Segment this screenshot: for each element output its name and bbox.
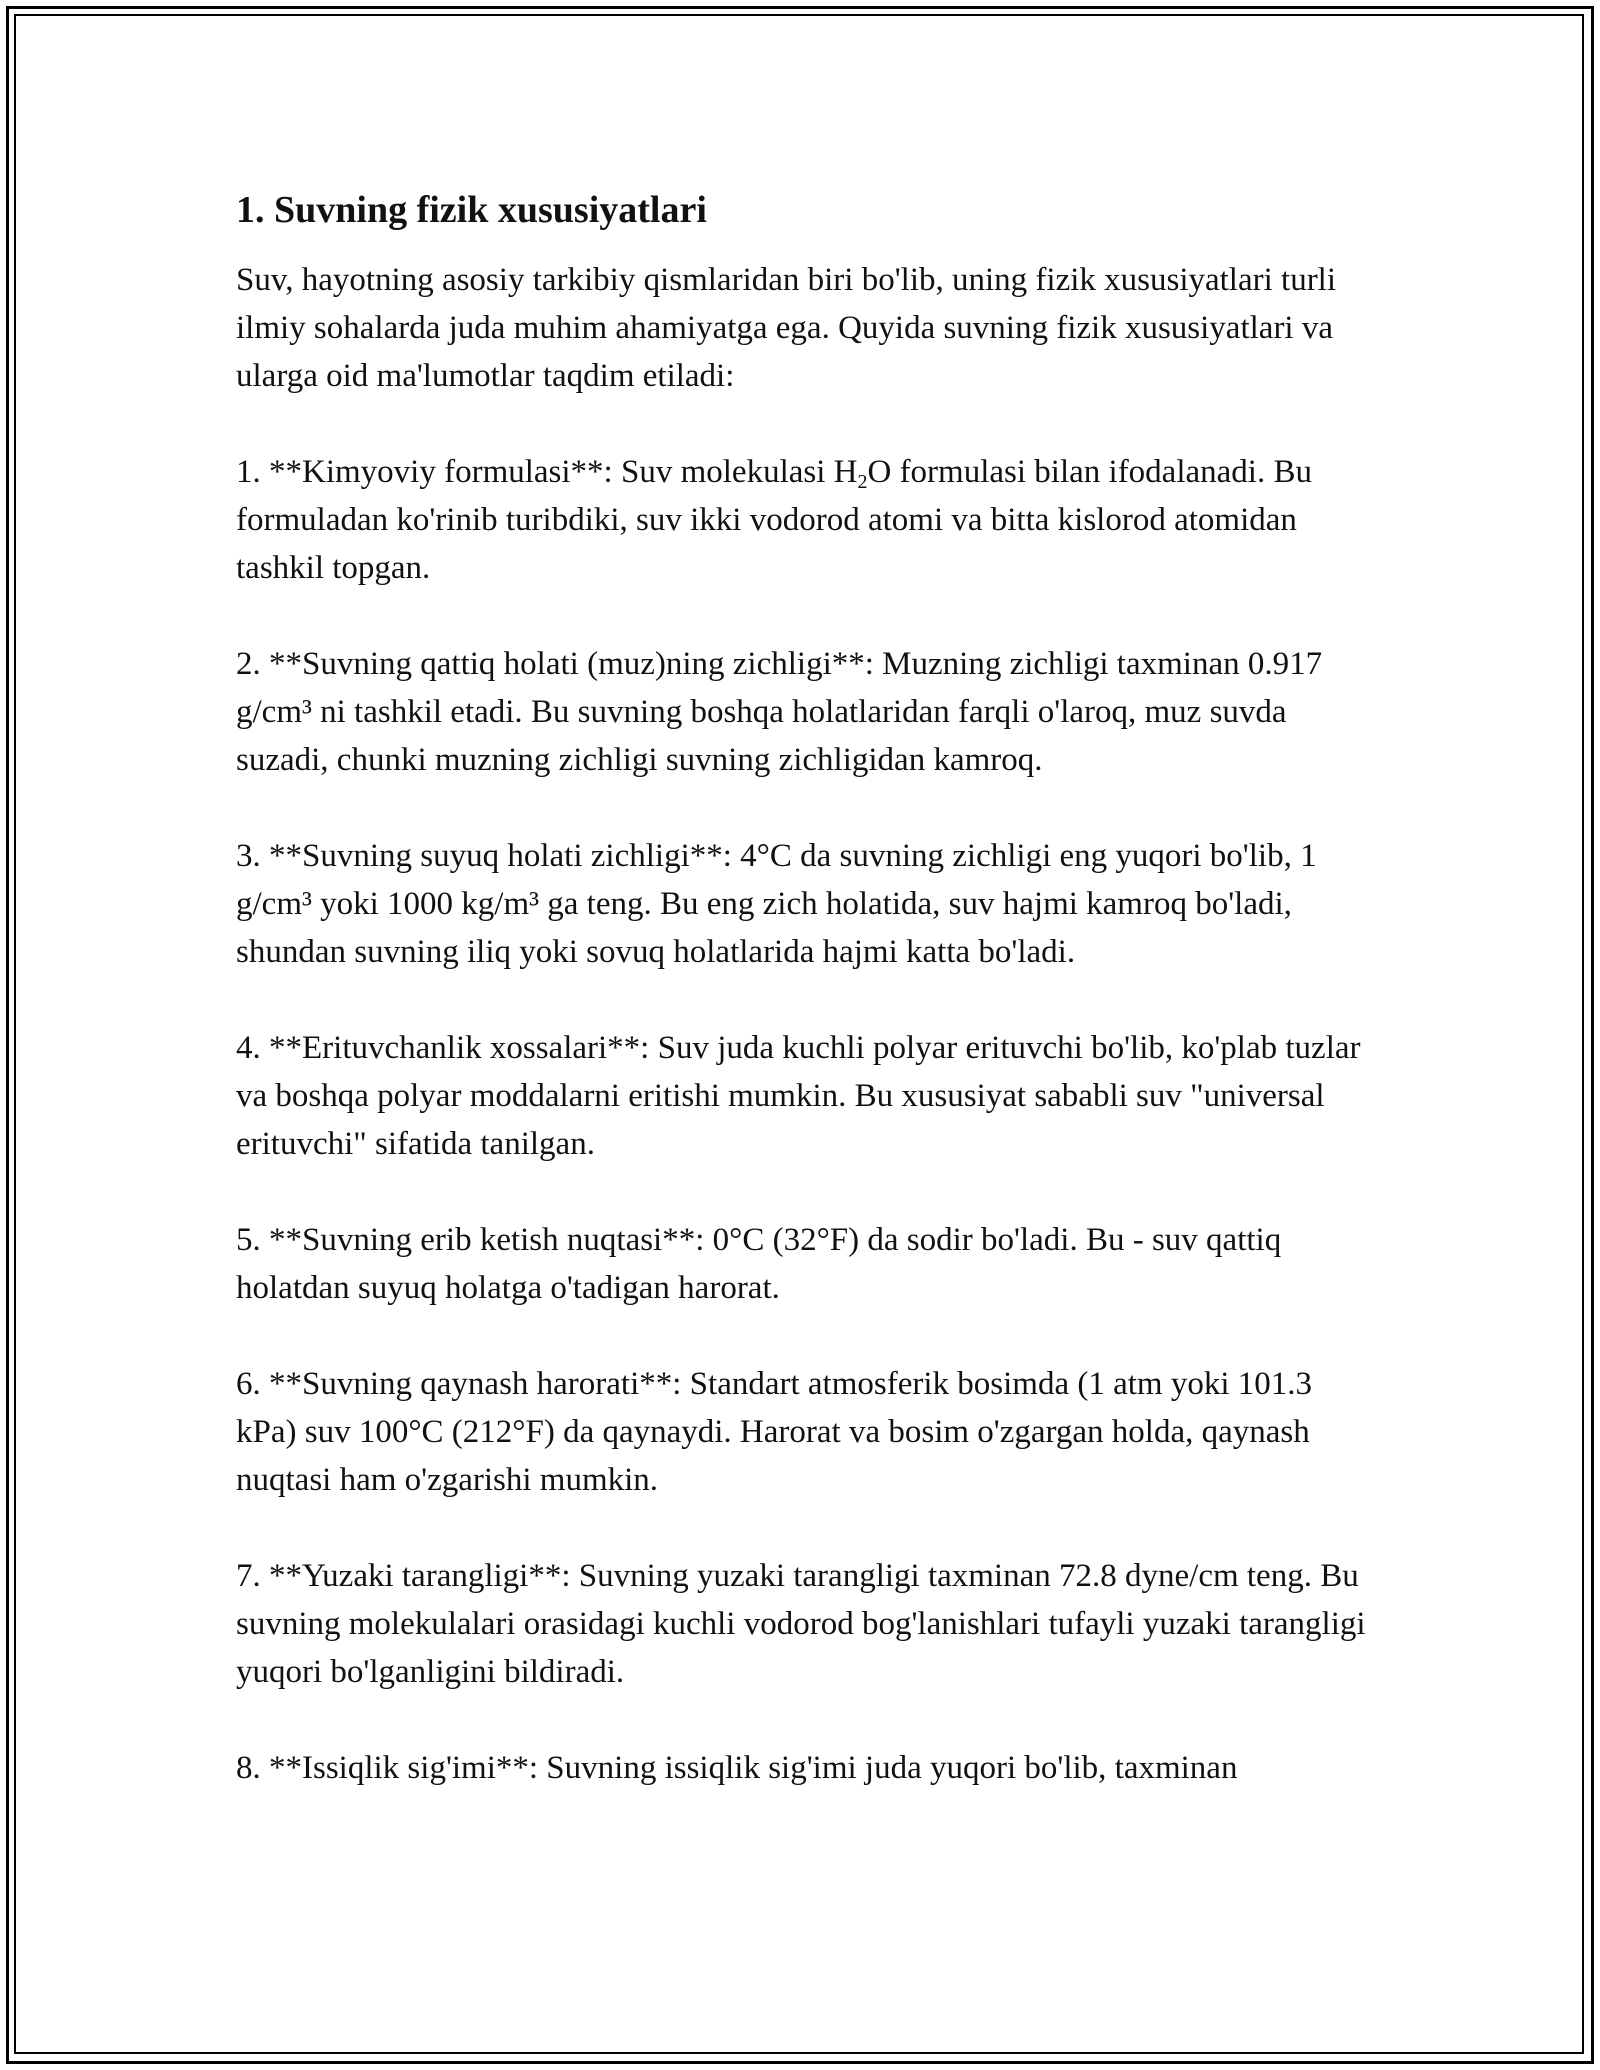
item-4-paragraph: 4. **Erituvchanlik xossalari**: Suv juda kuchli polyar erituvchi bo'lib, ko'plab tuzlar va boshqa polyar moddalarni eritishi mumkin. Bu xususiyat sababli suv "universal erituvchi" sifatida tanilgan. (236, 1030, 1361, 1162)
intro-paragraph: Suv, hayotning asosiy tarkibiy qismlaridan biri bo'lib, uning fizik xususiyatlari turli ilmiy sohalarda juda muhim ahamiyatga ega. Quyida suvning fizik xususiyatlari va ularga oid ma'lumotlar taqdim etiladi: (236, 262, 1337, 394)
item-5-paragraph: 5. **Suvning erib ketish nuqtasi**: 0°C (32°F) da sodir bo'ladi. Bu - suv qattiq holatdan suyuq holatga o'tadigan harorat. (236, 1222, 1282, 1306)
item-8-paragraph: 8. **Issiqlik sig'imi**: Suvning issiqlik sig'imi juda yuqori bo'lib, taxminan (236, 1750, 1238, 1786)
item-7-paragraph: 7. **Yuzaki tarangligi**: Suvning yuzaki tarangligi taxminan 72.8 dyne/cm teng. Bu suvning molekulalari orasidagi kuchli vodorod bog'lanishlari tufayli yuzaki tarangligi yuqori bo'lganligini bildiradi. (236, 1558, 1366, 1690)
item-1-text-after: O formulasi bilan ifodalanadi. Bu formuladan ko'rinib turibdiki, suv ikki vodorod atomi va bitta kislorod atomidan tashkil topgan. (236, 454, 1312, 586)
document-body (236, 186, 1366, 1792)
item-2-paragraph: 2. **Suvning qattiq holati (muz)ning zichligi**: Muzning zichligi taxminan 0.917 g/cm³ ni tashkil etadi. Bu suvning boshqa holatlaridan farqli o'laroq, muz suvda suzadi, chunki muzning zichligi suvning zichligidan kamroq. (236, 646, 1323, 778)
item-1-text-before: 1. **Kimyoviy formulasi**: Suv molekulasi H (236, 454, 858, 490)
item-6-paragraph: 6. **Suvning qaynash harorati**: Standart atmosferik bosimda (1 atm yoki 101.3 kPa) suv 100°C (212°F) da qaynaydi. Harorat va bosim o'zgargan holda, qaynash nuqtasi ham o'zgarishi mumkin. (236, 1366, 1312, 1498)
item-1-paragraph (236, 448, 1366, 592)
item-1-subscript: 2 (857, 471, 868, 493)
section-heading: 1. Suvning fizik xususiyatlari (236, 189, 707, 231)
item-3-paragraph: 3. **Suvning suyuq holati zichligi**: 4°C da suvning zichligi eng yuqori bo'lib, 1 g/cm³ yoki 1000 kg/m³ ga teng. Bu eng zich holatida, suv hajmi kamroq bo'ladi, shundan suvning iliq yoki sovuq holatlarida hajmi katta bo'ladi. (236, 838, 1317, 970)
